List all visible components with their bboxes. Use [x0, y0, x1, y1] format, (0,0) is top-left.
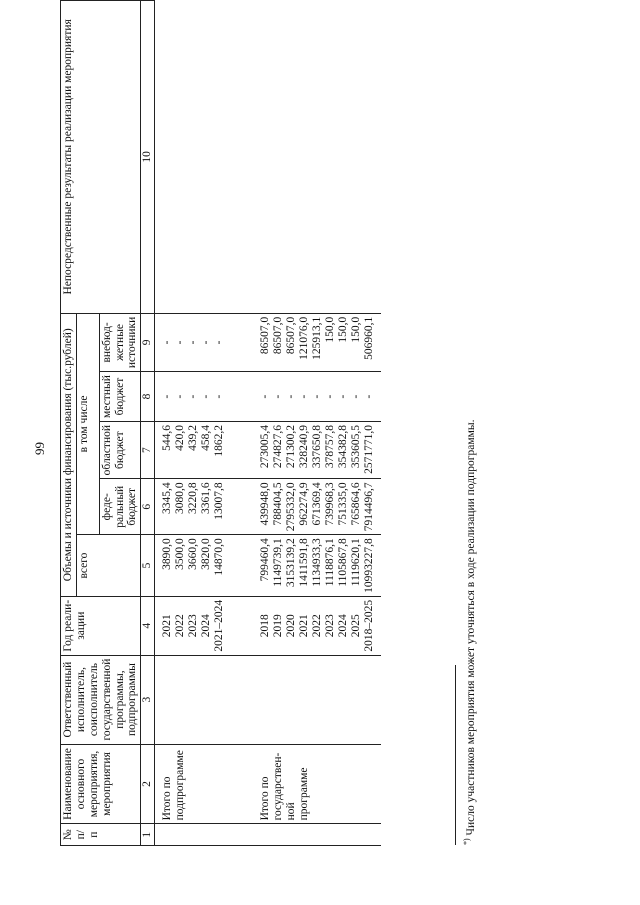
spacer-cell — [377, 596, 381, 655]
regional-values — [227, 421, 377, 478]
total-values — [155, 535, 228, 597]
spacer-cell — [377, 824, 381, 846]
header-total: всего — [76, 535, 140, 597]
extrabudget-cell: - — [161, 340, 174, 345]
regional-cell: 439,2 — [187, 424, 200, 451]
total-cell: 3153139,2 — [285, 538, 298, 588]
total-cell: 1149739,1 — [272, 538, 285, 587]
extrabudget-cell: 86507,0 — [259, 316, 272, 355]
federal-cell: 439948,0 — [259, 482, 272, 526]
spacer-cell — [377, 744, 381, 824]
local-cell: - — [311, 394, 324, 399]
years-cell: 2022 — [311, 614, 324, 638]
years-cell: 2021 — [161, 614, 174, 638]
regional-cell: 544,6 — [161, 424, 174, 451]
years-cell: 2019 — [272, 614, 285, 638]
total-cell: 10993227,8 — [363, 538, 376, 593]
years-cell: 2018–2025 — [363, 599, 376, 652]
column-number: 4 — [141, 596, 155, 655]
extrabudget-cell: 150,0 — [350, 316, 363, 343]
section-name — [227, 744, 377, 824]
total-cell: 1411591,8 — [298, 538, 311, 587]
local-cell: - — [350, 394, 363, 399]
local-cell: - — [161, 394, 174, 399]
years-cell: 2025 — [350, 614, 363, 638]
total-cell: 1119620,1 — [350, 538, 363, 587]
federal-cell: 671369,4 — [311, 482, 324, 526]
extrabudget-cell: 150,0 — [324, 316, 337, 343]
federal-cell: 3345,4 — [161, 482, 174, 514]
total-cell: 14870,0 — [213, 538, 226, 576]
row-number — [227, 824, 377, 846]
local-cell: - — [285, 394, 298, 399]
total-cell: 3820,0 — [200, 538, 213, 570]
federal-cell: 739968,3 — [324, 482, 337, 526]
federal-cell: 765864,6 — [350, 482, 363, 526]
header-extrabudget: внебюд-жетные источники — [99, 313, 141, 371]
total-cell: 1134933,3 — [311, 538, 324, 587]
federal-cell: 751335,0 — [337, 482, 350, 526]
header-including: в том числе — [76, 313, 99, 535]
regional-cell: 337650,8 — [311, 424, 324, 469]
local-cell: - — [259, 394, 272, 399]
total-cell: 3660,0 — [187, 538, 200, 570]
footnote — [462, 420, 477, 845]
extrabudget-cell: 121076,0 — [298, 316, 311, 360]
extrabudget-cell: - — [187, 340, 200, 345]
extrabudget-cell: - — [213, 340, 226, 345]
years — [155, 596, 228, 655]
local-cell: - — [298, 394, 311, 399]
federal-cell: 7914496,7 — [363, 482, 376, 532]
federal-cell: 788404,5 — [272, 482, 285, 526]
section-name — [155, 744, 228, 824]
header-local: местный бюджет — [99, 372, 141, 422]
local-cell: - — [213, 394, 226, 399]
table-section-row — [227, 1, 377, 846]
column-number: 9 — [141, 313, 155, 371]
total-cell: 3890,0 — [161, 538, 174, 570]
local-cell: - — [272, 394, 285, 399]
header-activity-name: Наименование основного мероприятия, мероприятия — [61, 744, 141, 824]
years-cell: 2018 — [259, 614, 272, 638]
regional-cell: 458,4 — [200, 424, 213, 451]
years-cell: 2020 — [285, 614, 298, 638]
header-results: Непосредственные результаты реализации мероприятия — [61, 1, 141, 314]
federal-cell: 2795332,0 — [285, 482, 298, 532]
header-federal: феде-ральный бюджет — [99, 479, 141, 535]
column-number: 1 — [141, 824, 155, 846]
total-cell: 3500,0 — [174, 538, 187, 570]
spacer-cell — [377, 421, 381, 478]
extrabudget-values — [155, 313, 228, 371]
federal-values — [227, 479, 377, 535]
local-values — [227, 372, 377, 422]
header-regional: областной бюджет — [99, 421, 141, 478]
years-cell: 2023 — [187, 614, 200, 638]
column-number: 8 — [141, 372, 155, 422]
header-number: № п/п — [61, 824, 141, 846]
years — [227, 596, 377, 655]
header-year: Год реали-зации — [61, 596, 141, 655]
responsible — [227, 655, 377, 744]
years-cell: 2022 — [174, 614, 187, 638]
local-values — [155, 372, 228, 422]
federal-values — [155, 479, 228, 535]
total-cell: 1105867,8 — [337, 538, 350, 587]
years-cell: 2024 — [337, 614, 350, 638]
extrabudget-values — [227, 313, 377, 371]
regional-cell: 354382,8 — [337, 424, 350, 469]
page-number: 99 — [32, 442, 47, 455]
regional-values — [155, 421, 228, 478]
regional-cell: 273005,4 — [259, 424, 272, 469]
extrabudget-cell: 86507,0 — [285, 316, 298, 355]
footnote-text: Число участников мероприятия может уточняться в ходе реализации подпрограммы. — [464, 419, 477, 836]
extrabudget-cell: - — [174, 340, 187, 345]
total-cell: 799460,4 — [259, 538, 272, 582]
header-funding-group: Объемы и источники финансирования (тыс.рублей) — [61, 313, 77, 596]
years-cell: 2023 — [324, 614, 337, 638]
column-number: 2 — [141, 744, 155, 824]
column-number: 7 — [141, 421, 155, 478]
row-number — [155, 824, 228, 846]
column-number: 10 — [141, 1, 155, 314]
regional-cell: 271300,2 — [285, 424, 298, 469]
years-cell: 2021–2024 — [213, 599, 226, 652]
regional-cell: 420,0 — [174, 424, 187, 451]
extrabudget-cell: 506960,1 — [363, 316, 376, 360]
table-section-row — [155, 1, 228, 846]
regional-cell: 274827,6 — [272, 424, 285, 469]
header-responsible: Ответственный исполнитель, соисполнитель государственной программы, подпрограммы — [61, 655, 141, 744]
local-cell: - — [363, 394, 376, 399]
federal-cell: 3080,0 — [174, 482, 187, 514]
regional-cell: 328240,9 — [298, 424, 311, 469]
results — [155, 1, 228, 314]
local-cell: - — [174, 394, 187, 399]
spacer-cell — [377, 313, 381, 371]
years-cell: 2024 — [200, 614, 213, 638]
spacer-cell — [377, 1, 381, 314]
column-number: 6 — [141, 479, 155, 535]
regional-cell: 2571771,0 — [363, 424, 376, 474]
section-name-text: Итого по государствен-ной программе — [259, 752, 310, 821]
extrabudget-cell: 150,0 — [337, 316, 350, 343]
federal-cell: 962274,9 — [298, 482, 311, 526]
federal-cell: 13007,8 — [213, 482, 226, 520]
total-values — [227, 535, 377, 597]
funding-table — [60, 0, 381, 846]
federal-cell: 3361,6 — [200, 482, 213, 514]
table-spacer-row — [377, 1, 381, 846]
local-cell: - — [200, 394, 213, 399]
regional-cell: 1862,2 — [213, 424, 226, 457]
extrabudget-cell: - — [200, 340, 213, 345]
regional-cell: 353605,5 — [350, 424, 363, 469]
spacer-cell — [377, 479, 381, 535]
local-cell: - — [187, 394, 200, 399]
total-cell: 1118876,1 — [324, 538, 337, 587]
years-cell: 2021 — [298, 614, 311, 638]
results — [227, 1, 377, 314]
column-number: 3 — [141, 655, 155, 744]
section-name-text: Итого по подпрограмме — [161, 750, 187, 821]
local-cell: - — [337, 394, 350, 399]
extrabudget-cell: 86507,0 — [272, 316, 285, 355]
local-cell: - — [324, 394, 337, 399]
spacer-cell — [377, 655, 381, 744]
spacer-cell — [377, 372, 381, 422]
spacer-cell — [377, 535, 381, 597]
column-number: 5 — [141, 535, 155, 597]
responsible — [155, 655, 228, 744]
extrabudget-cell: 125913,1 — [311, 316, 324, 360]
federal-cell: 3220,8 — [187, 482, 200, 514]
regional-cell: 378757,8 — [324, 424, 337, 469]
footnote-marker: *) — [462, 838, 471, 845]
footnote-rule — [455, 665, 456, 845]
